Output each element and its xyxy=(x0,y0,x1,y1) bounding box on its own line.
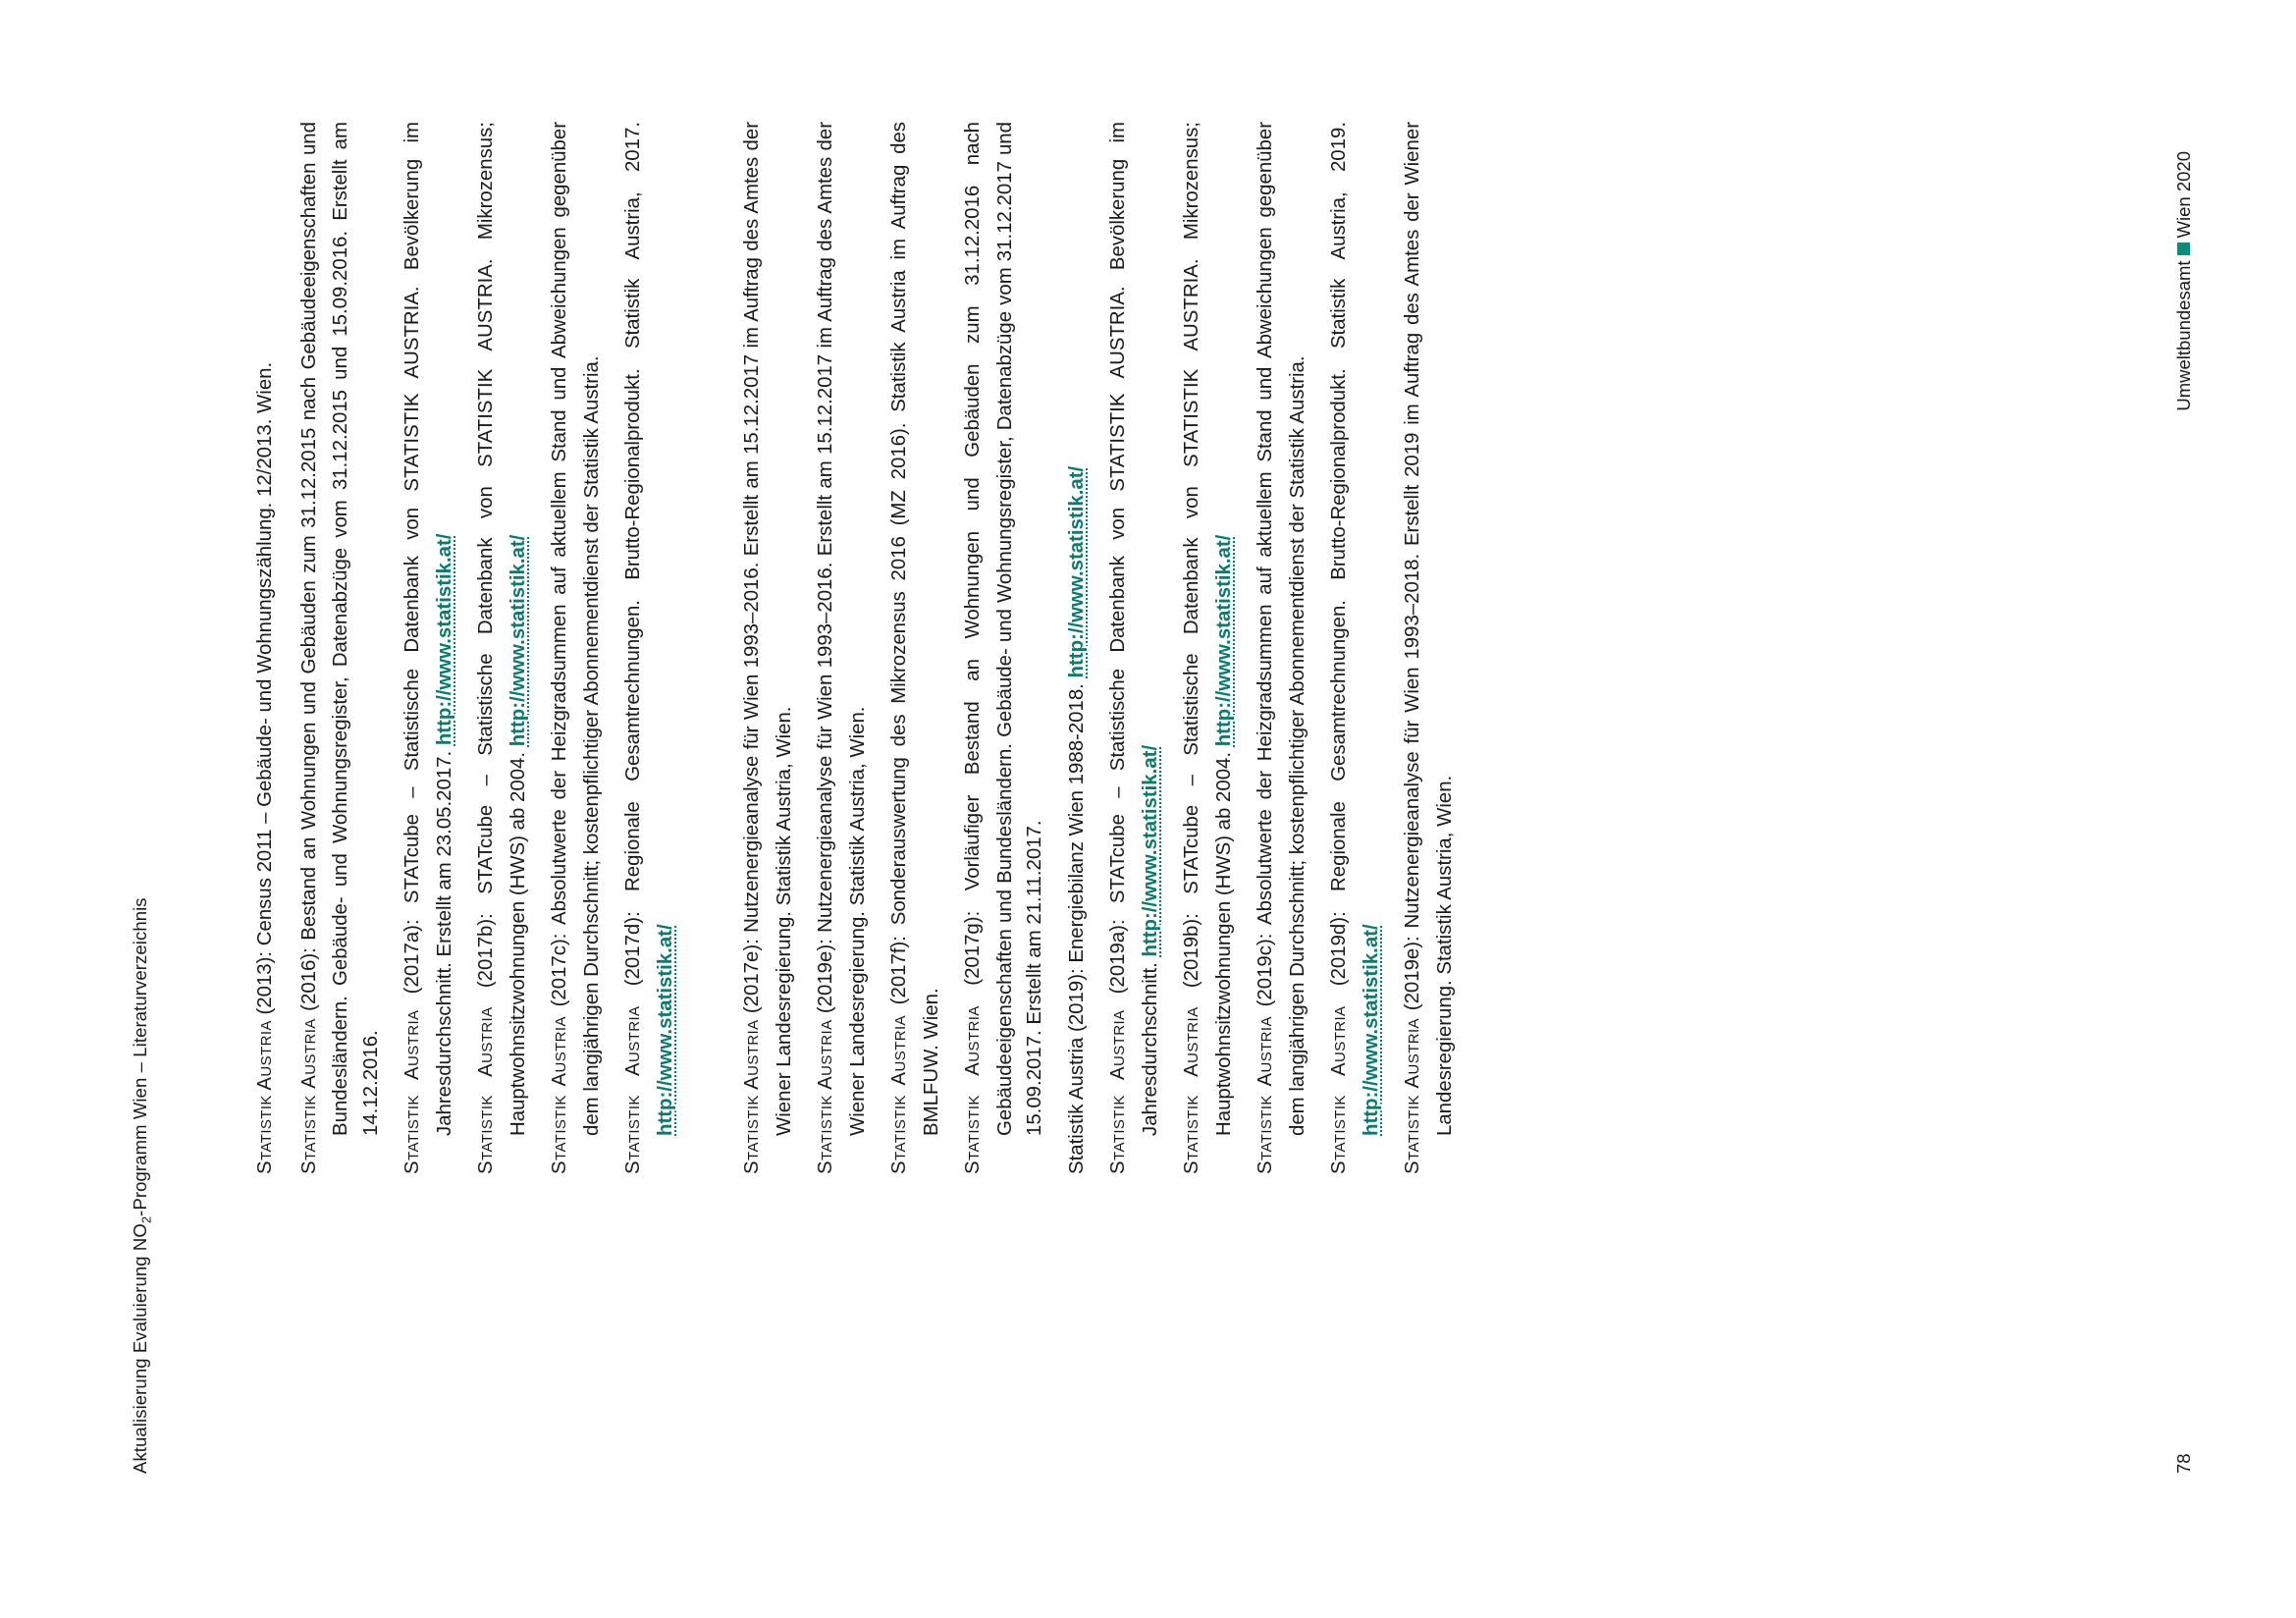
reference-entry xyxy=(1398,122,1460,1174)
reference-text: (2017c): Absolutwerte der Heizgradsummen auf aktuellem Stand und Abweichungen gegenüber dem langjährigen Durchschnitt; kostenpflichtiger Abonnementdienst der Statistik Austria. xyxy=(549,122,603,1136)
header-title-part2: -Programm Wien – Literaturverzeichnis xyxy=(130,897,150,1216)
reference-entry xyxy=(737,122,799,1174)
reference-author: STATISTIK AUSTRIA xyxy=(962,1005,984,1174)
square-separator-icon xyxy=(2177,243,2190,255)
reference-text: (2016): Bestand an Wohnungen und Gebäuden zum 31.12.2015 nach Gebäudeeigenschaften und Bundesländern. Gebäude- und Wohnungsregister, Datenabzüge vom 31.12.2015 und 15.09.2016. Erstellt am 14.12.2016. xyxy=(297,122,382,1136)
reference-author: STATISTIK AUSTRIA xyxy=(1181,1006,1202,1174)
reference-entry xyxy=(618,122,680,1174)
reference-list xyxy=(250,122,1471,1174)
reference-link[interactable]: http://www.statistik.at/ xyxy=(654,924,676,1136)
reference-link[interactable]: http://www.statistik.at/ xyxy=(433,533,455,746)
reference-entry xyxy=(1177,122,1239,1174)
reference-author: STATISTIK AUSTRIA xyxy=(741,1019,763,1174)
reference-author: STATISTIK AUSTRIA xyxy=(1328,1005,1350,1174)
reference-entry xyxy=(1103,122,1165,1174)
reference-author: STATISTIK AUSTRIA xyxy=(549,1016,570,1174)
publisher-location: Wien 2020 xyxy=(2173,151,2194,239)
reference-text: (2013): Census 2011 – Gebäude- und Wohnungszählung. 12/2013. Wien. xyxy=(254,361,276,1021)
footer-publisher xyxy=(2173,151,2195,411)
reference-text: (2019d): Regionale Gesamtrechnungen. Brutto-Regionalprodukt. Statistik Austria, 2019. xyxy=(1328,122,1350,1006)
reference-author: STATISTIK AUSTRIA xyxy=(475,1006,497,1174)
reference-author: STATISTIK AUSTRIA xyxy=(622,1005,644,1174)
reference-text: (2017d): Regionale Gesamtrechnungen. Brutto-Regionalprodukt. Statistik Austria, 2017. xyxy=(622,122,644,1006)
reference-entry xyxy=(294,122,387,1174)
reference-text: (2019b): STATcube – Statistische Datenbank von STATISTIK AUSTRIA. Mikrozensus; Hauptwohnsitzwohnungen (HWS) ab 2004. xyxy=(1181,122,1235,1136)
reference-author: STATISTIK AUSTRIA xyxy=(254,1020,276,1174)
reference-link[interactable]: http://www.statistik.at/ xyxy=(1212,534,1235,747)
reference-text: (2017b): STATcube – Statistische Datenbank von STATISTIK AUSTRIA. Mikrozensus; Hauptwohnsitzwohnungen (HWS) ab 2004. xyxy=(475,122,529,1136)
reference-text: (2017f): Sonderauswertung des Mikrozensus 2016 (MZ 2016). Statistik Austria im Auftrag des BMLFUW. Wien. xyxy=(888,122,942,1136)
reference-entry xyxy=(884,122,946,1174)
reference-text: (2019a): STATcube – Statistische Datenbank von STATISTIK AUSTRIA. Bevölkerung im Jahresdurchschnitt. xyxy=(1107,122,1161,1136)
reference-author: STATISTIK AUSTRIA xyxy=(1255,1016,1276,1174)
reference-entry xyxy=(250,122,283,1174)
reference-author: STATISTIK AUSTRIA xyxy=(297,1018,320,1174)
reference-text: (2019c): Absolutwerte der Heizgradsummen auf aktuellem Stand und Abweichungen gegenüber dem langjährigen Durchschnitt; kostenpflichtiger Abonnementdienst der Statistik Austria. xyxy=(1255,122,1308,1136)
reference-text: (2019): Energiebilanz Wien 1988-2018. xyxy=(1065,677,1088,1038)
reference-link[interactable]: http://www.statistik.at/ xyxy=(1360,924,1382,1136)
reference-text: (2017e): Nutzenergieanalyse für Wien 1993–2016. Erstellt am 15.12.2017 im Auftrag des Amtes der Wiener Landesregierung. Statistik Austria, Wien. xyxy=(741,122,795,1136)
reference-entry xyxy=(398,122,459,1174)
reference-entry xyxy=(1251,122,1312,1174)
reference-entry xyxy=(545,122,607,1174)
reference-author: STATISTIK AUSTRIA xyxy=(1402,1018,1423,1174)
header-title-part1: Aktualisierung Evaluierung NO xyxy=(130,1223,150,1474)
reference-link[interactable]: http://www.statistik.at/ xyxy=(507,534,529,747)
header-title-subscript: 2 xyxy=(138,1215,154,1224)
reference-entry xyxy=(1062,122,1093,1174)
reference-text: (2017a): STATcube – Statistische Datenbank von STATISTIK AUSTRIA. Bevölkerung im Jahresdurchschnitt. Erstellt am 23.05.2017. xyxy=(401,122,455,1136)
reference-text: (2019e): Nutzenergieanalyse für Wien 1993–2018. Erstellt 2019 im Auftrag des Amtes der Wiener Landesregierung. Statistik Austria, Wien. xyxy=(1402,122,1456,1136)
page-number: 78 xyxy=(2173,1453,2194,1474)
reference-text: (2019e): Nutzenergieanalyse für Wien 1993–2016. Erstellt am 15.12.2017 im Auftrag des Amtes der Wiener Landesregierung. Statistik Austria, Wien. xyxy=(815,122,869,1136)
reference-author: Statistik Austria xyxy=(1065,1037,1088,1174)
reference-author: STATISTIK AUSTRIA xyxy=(401,1009,423,1174)
reference-entry xyxy=(1324,122,1386,1174)
reference-author: STATISTIK AUSTRIA xyxy=(888,1015,910,1174)
reference-link[interactable]: http://www.statistik.at/ xyxy=(1139,744,1161,957)
reference-author: STATISTIK AUSTRIA xyxy=(815,1019,836,1174)
page-footer xyxy=(2173,151,2203,1474)
reference-entry xyxy=(471,122,533,1174)
reference-text: (2017g): Vorläufiger Bestand an Wohnungen und Gebäuden zum 31.12.2016 nach Gebäudeeigenschaften und Bundesländern. Gebäude- und Wohnungsregister, Datenabzüge vom 31.12.2017 und 15.09.2017. Erstellt am 21.11.2017. xyxy=(962,122,1045,1136)
reference-author: STATISTIK AUSTRIA xyxy=(1107,1009,1129,1174)
reference-entry xyxy=(958,122,1050,1174)
reference-link[interactable]: http://www.statistik.at/ xyxy=(1065,465,1088,678)
running-header xyxy=(130,897,154,1474)
reference-entry xyxy=(811,122,873,1174)
publisher-name: Umweltbundesamt xyxy=(2173,260,2194,411)
